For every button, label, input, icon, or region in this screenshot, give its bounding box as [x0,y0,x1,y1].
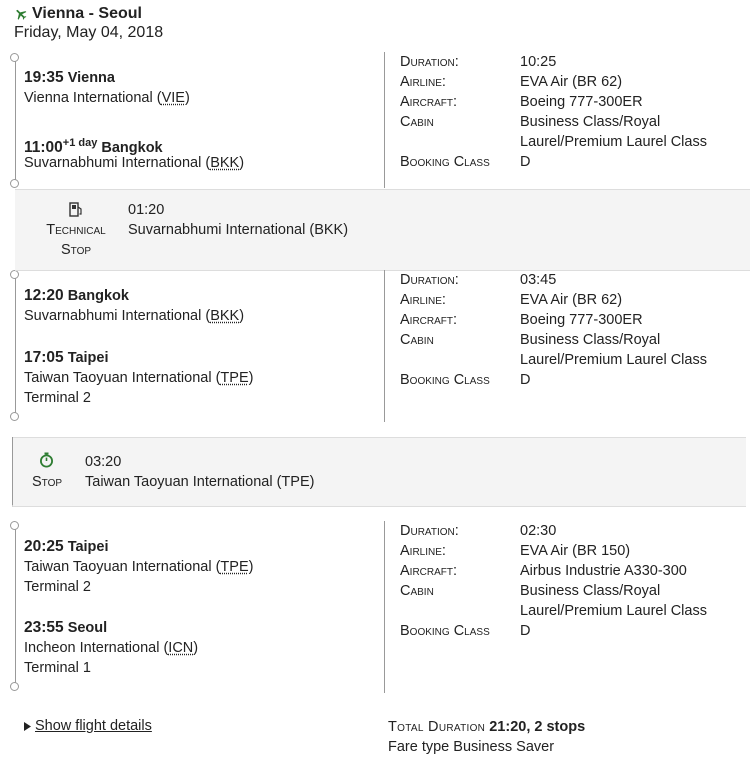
arrival-airport-name: Taiwan Taoyuan International [24,370,212,386]
duration-value: 02:30 [520,523,557,539]
arrival-airport: Incheon International (ICN) [24,640,199,656]
airline-label: Airline: [400,543,446,559]
show-flight-details-link[interactable]: Show flight details [35,718,152,734]
stopwatch-icon [39,452,54,468]
fare-type: Fare type Business Saver [388,739,555,755]
arrival-time: 17:05 [24,349,64,366]
timeline-line [15,526,16,686]
airline-label: Airline: [400,292,446,308]
timeline-dot [10,682,19,691]
aircraft-value: Boeing 777-300ER [520,312,643,328]
timeline-line [15,58,16,184]
booking-class-value: D [520,372,531,388]
timeline-dot [10,179,19,188]
cabin-label: Cabin [400,332,434,348]
cabin-value-line: Laurel/Premium Laurel Class [520,134,707,150]
technical-stop-label [36,220,116,260]
departure-airport: Suvarnabhumi International (BKK) [24,308,245,324]
departure-airport-code: TPE [220,559,249,575]
departure-time: 19:35 [24,69,64,86]
cabin-value-line: Business Class/Royal [520,332,661,348]
arrival-airport-code: TPE [220,370,249,386]
timeline-dot [10,521,19,530]
arrival-city: Seoul [67,620,108,636]
airline-value: EVA Air (BR 150) [520,543,631,559]
booking-class-label: Booking Class [400,372,490,388]
airplane-icon [14,7,28,21]
cabin-value-line: Laurel/Premium Laurel Class [520,603,707,619]
stop-label: Stop [31,474,63,490]
booking-class-value: D [520,623,531,639]
arrival-airport: Suvarnabhumi International (BKK) [24,155,245,171]
duration-label: Duration: [400,54,459,70]
caret-right-icon [24,722,31,731]
cabin-value-line: Laurel/Premium Laurel Class [520,352,707,368]
arrival-airport-code: ICN [168,640,194,656]
departure-airport-code: BKK [210,308,240,324]
timeline-dot [10,53,19,62]
aircraft-value: Airbus Industrie A330-300 [520,563,687,579]
departure-airport-name: Vienna International [24,90,153,106]
fuel-pump-icon [69,201,83,217]
total-duration-label: Total Duration [388,719,486,735]
arrival-airport: Taiwan Taoyuan International (TPE) [24,370,254,386]
total-duration-value: 21:20, 2 stops [489,719,586,735]
departure-city: Vienna [67,70,115,86]
departure-time: 12:20 [24,287,64,304]
detail-divider [384,52,385,188]
departure-line [24,537,109,557]
booking-class-label: Booking Class [400,623,490,639]
route-title: Vienna - Seoul [32,5,142,22]
aircraft-label: Aircraft: [400,312,458,328]
duration-label: Duration: [400,272,459,288]
departure-time: 20:25 [24,538,64,555]
aircraft-label: Aircraft: [400,94,458,110]
stop-duration: 01:20 [128,202,165,218]
departure-airport: Taiwan Taoyuan International (TPE) [24,559,254,575]
stop-airport: Taiwan Taoyuan International (TPE) [85,474,315,490]
day-offset: +1 day [62,137,98,149]
arrival-airport-name: Incheon International [24,640,160,656]
duration-label: Duration: [400,523,459,539]
stop-duration: 03:20 [85,454,122,470]
timeline-dot [10,412,19,421]
arrival-city: Taipei [67,350,109,366]
airline-value: EVA Air (BR 62) [520,292,623,308]
cabin-value-line: Business Class/Royal [520,114,661,130]
airline-value: EVA Air (BR 62) [520,74,623,90]
stop-label-line: Stop [60,242,92,258]
show-details-toggle[interactable] [24,716,152,736]
arrival-terminal: Terminal 2 [24,390,91,406]
cabin-value [520,112,745,152]
duration-value: 03:45 [520,272,557,288]
departure-airport-code: VIE [161,90,185,106]
timeline-line [15,275,16,417]
arrival-time: 23:55 [24,619,64,636]
departure-line [24,68,115,88]
arrival-line [24,618,107,638]
arrival-terminal: Terminal 1 [24,660,91,676]
arrival-airport-code: BKK [210,155,240,171]
airline-label: Airline: [400,74,446,90]
arrival-line [24,348,109,368]
cabin-value [520,581,745,621]
detail-divider [384,521,385,693]
arrival-city: Bangkok [101,139,163,156]
booking-class-label: Booking Class [400,154,490,170]
aircraft-label: Aircraft: [400,563,458,579]
departure-terminal: Terminal 2 [24,579,91,595]
stop-marker-line [12,437,13,505]
cabin-value [520,330,745,370]
duration-value: 10:25 [520,54,557,70]
stop-label-line: Technical [46,222,106,238]
timeline-dot [10,270,19,279]
arrival-airport-name: Suvarnabhumi International [24,155,202,171]
cabin-label: Cabin [400,114,434,130]
departure-airport: Vienna International (VIE) [24,90,190,106]
aircraft-value: Boeing 777-300ER [520,94,643,110]
departure-city: Taipei [67,539,109,555]
technical-stop-bar [15,189,750,271]
departure-airport-name: Suvarnabhumi International [24,308,202,324]
stop-airport: Suvarnabhumi International (BKK) [128,222,349,238]
arrival-time: 11:00 [24,138,63,156]
cabin-label: Cabin [400,583,434,599]
travel-date: Friday, May 04, 2018 [14,24,164,41]
itinerary-header [14,5,142,23]
departure-line [24,286,129,306]
total-duration [388,717,585,737]
detail-divider [384,270,385,422]
departure-city: Bangkok [67,288,129,304]
cabin-value-line: Business Class/Royal [520,583,661,599]
booking-class-value: D [520,154,531,170]
departure-airport-name: Taiwan Taoyuan International [24,559,212,575]
